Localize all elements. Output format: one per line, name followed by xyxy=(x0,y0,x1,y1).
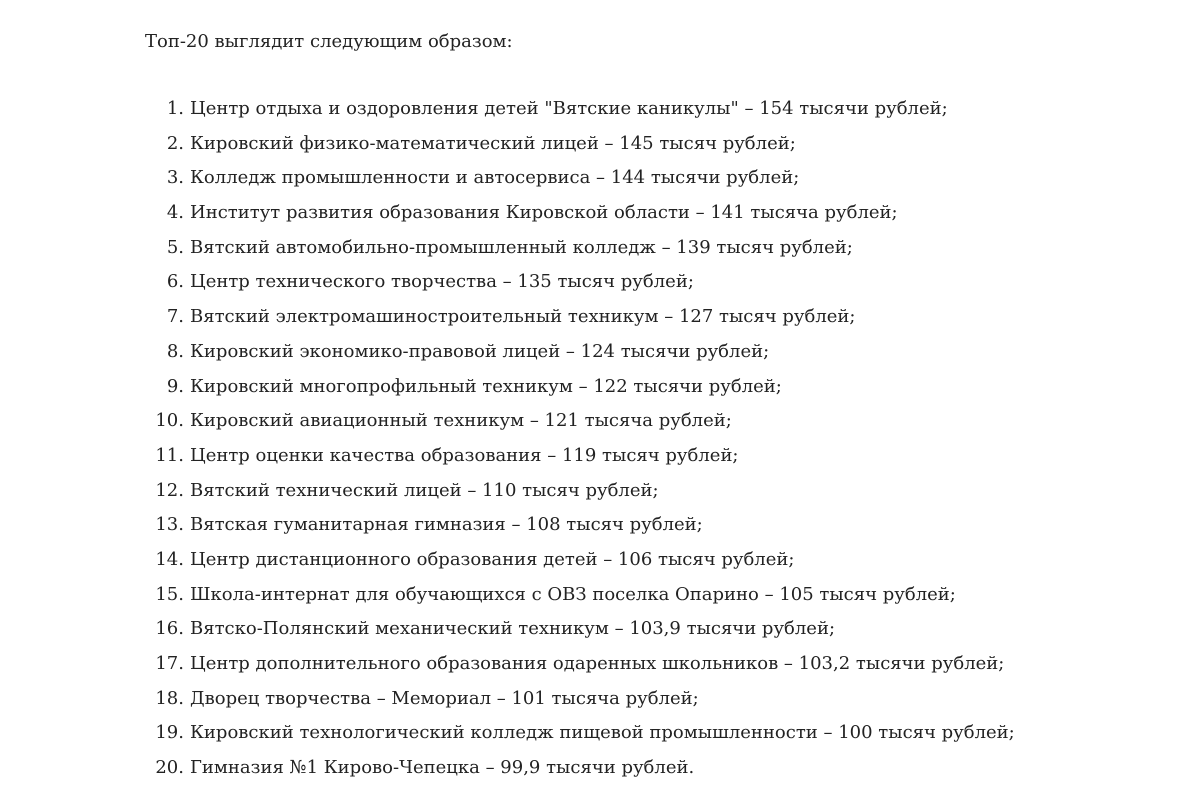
list-item-number: 7. xyxy=(166,306,184,328)
list-item-number: 19. xyxy=(155,722,184,744)
list-item-number: 1. xyxy=(166,98,184,119)
list-item-text: Центр отдыха и оздоровления детей "Вятские каникулы" – 154 тысячи рублей; xyxy=(190,98,948,119)
list-item-text: Центр оценки качества образования – 119 тысяч рублей; xyxy=(190,444,739,466)
list-item-text: Центр дополнительного образования одаренных школьников – 103,2 тысячи рублей; xyxy=(190,653,1005,674)
list-item-text: Вятский технический лицей – 110 тысяч рублей; xyxy=(190,479,659,501)
list-item-text: Вятско-Полянский механический техникум – 103,9 тысячи рублей; xyxy=(190,618,836,640)
list-item-number: 17. xyxy=(155,653,184,674)
list-item-number: 20. xyxy=(155,757,184,779)
list-item-number: 8. xyxy=(166,340,184,362)
list-item-number: 12. xyxy=(155,479,184,501)
list-item-number: 9. xyxy=(166,375,184,397)
list-item-number: 16. xyxy=(155,618,184,640)
list-item-text: Институт развития образования Кировской области – 141 тысяча рублей; xyxy=(190,202,898,224)
list-item-number: 11. xyxy=(155,444,184,466)
list-item-text: Колледж промышленности и автосервиса – 144 тысячи рублей; xyxy=(190,167,800,189)
list-item-number: 15. xyxy=(155,583,184,605)
list-item-text: Дворец творчества – Мемориал – 101 тысяча рублей; xyxy=(190,687,699,709)
list-item-number: 3. xyxy=(166,167,184,189)
list-item-number: 5. xyxy=(166,236,184,258)
list-item-number: 14. xyxy=(155,548,184,570)
intro-paragraph: Топ-20 выглядит следующим образом: xyxy=(145,31,513,52)
list-item-text: Центр технического творчества – 135 тысяч рублей; xyxy=(190,271,694,293)
list-item-text: Гимназия №1 Кирово-Чепецка – 99,9 тысячи рублей. xyxy=(190,757,695,779)
list-item-number: 4. xyxy=(166,202,184,224)
list-item-text: Кировский экономико-правовой лицей – 124 тысячи рублей; xyxy=(190,340,770,362)
list-item-text: Кировский авиационный техникум – 121 тысяча рублей; xyxy=(190,410,732,432)
list-item-number: 18. xyxy=(155,687,184,709)
list-item-number: 2. xyxy=(166,132,184,154)
list-item-text: Вятская гуманитарная гимназия – 108 тысяч рублей; xyxy=(190,514,703,536)
list-item-text: Вятский автомобильно-промышленный колледж – 139 тысяч рублей; xyxy=(190,236,853,258)
list-item-text: Школа-интернат для обучающихся с ОВЗ поселка Опарино – 105 тысяч рублей; xyxy=(190,583,956,605)
list-item-text: Кировский физико-математический лицей – 145 тысяч рублей; xyxy=(190,132,796,154)
list-item-text: Кировский многопрофильный техникум – 122 тысячи рублей; xyxy=(190,375,782,397)
list-item-text: Центр дистанционного образования детей – 106 тысяч рублей; xyxy=(190,548,795,570)
list-item-number: 13. xyxy=(155,514,184,536)
list-item-text: Кировский технологический колледж пищевой промышленности – 100 тысяч рублей; xyxy=(190,722,1015,744)
list-item-number: 10. xyxy=(155,410,184,432)
list-item-number: 6. xyxy=(166,271,184,293)
list-item-text: Вятский электромашиностроительный техникум – 127 тысяч рублей; xyxy=(190,306,856,328)
